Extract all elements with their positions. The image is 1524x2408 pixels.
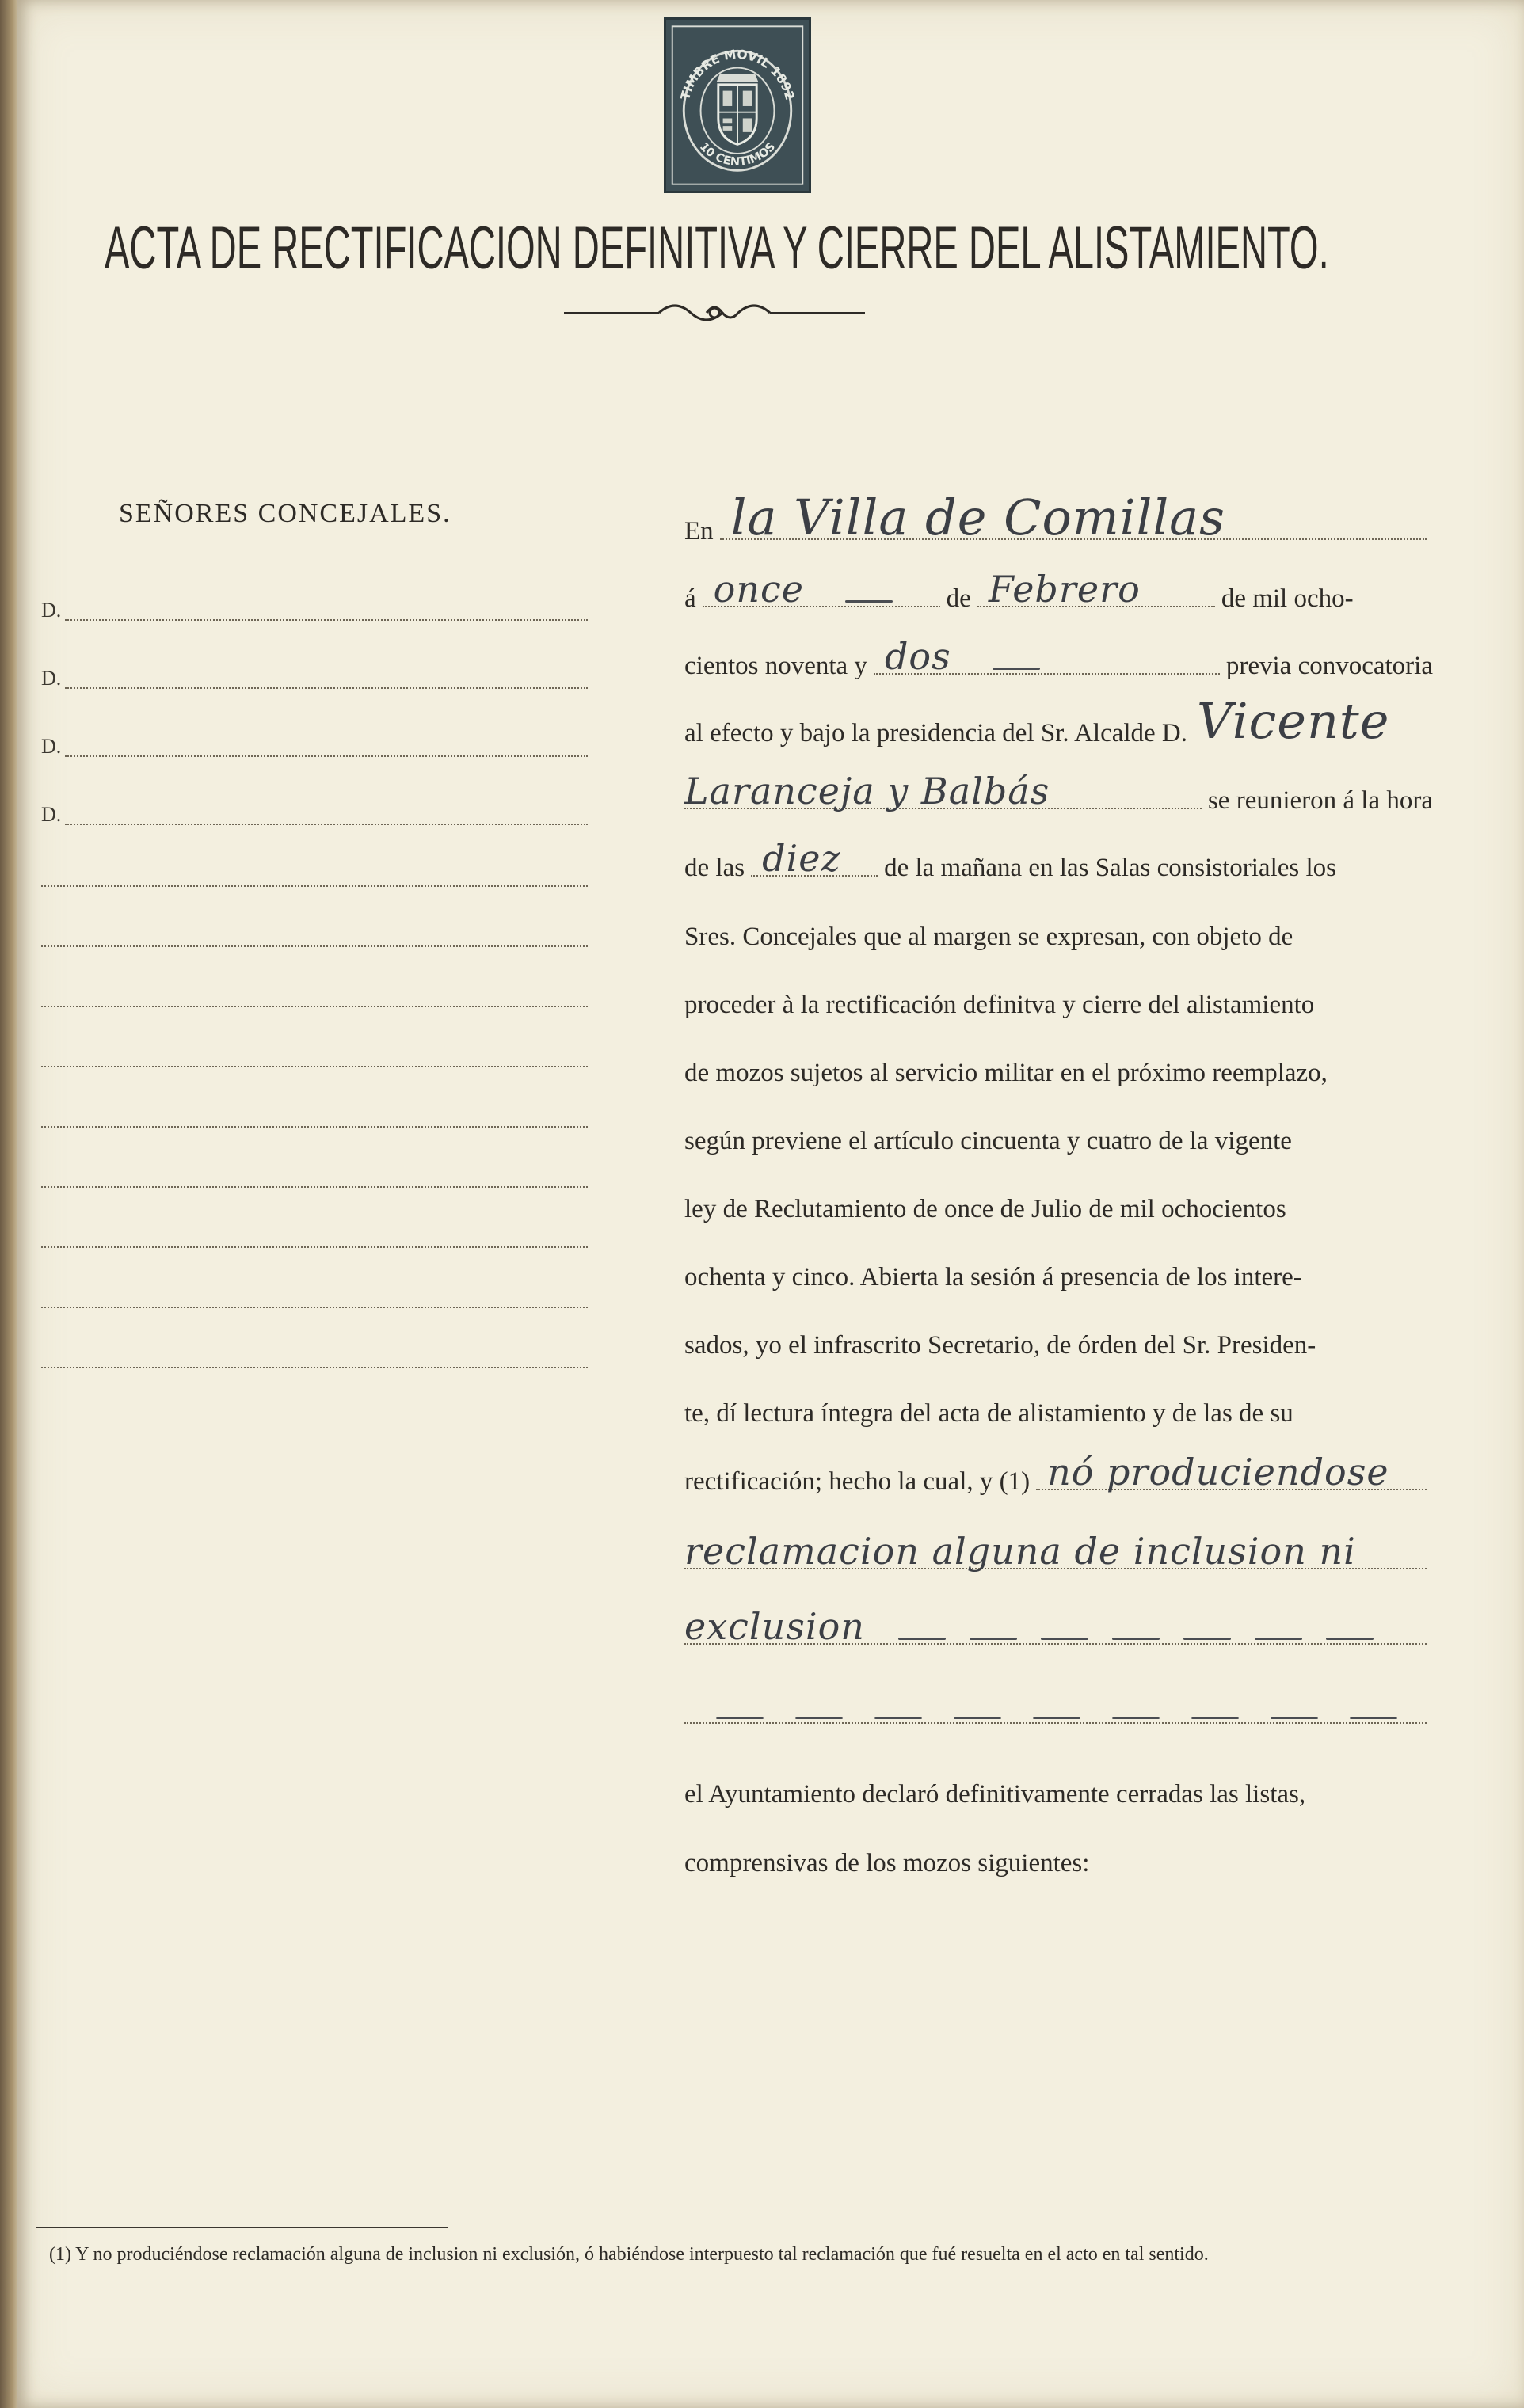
stamp-bottom-text: 10 CENTIMOS	[696, 140, 779, 169]
mayor-surname-field: Laranceja y Balbás	[684, 776, 1202, 809]
line-2: á once de Febrero de mil ocho-	[684, 568, 1354, 613]
member-line	[41, 1349, 588, 1373]
line-4: al efecto y bajo la presidencia del Sr. Alcalde D. Vicente	[684, 701, 1433, 748]
line-10: según previene el artículo cincuenta y cuatro de la vigente	[684, 1127, 1292, 1155]
footnote: (1) Y no produciéndose reclamación alguna de inclusion ni exclusión, ó habiéndose interpuesto tal reclamación que fué resuelta en el acto en tal sentido.	[49, 2244, 1209, 2265]
hour-field: diez	[751, 843, 878, 877]
member-line	[41, 1109, 588, 1132]
line-19: el Ayuntamiento declaró definitivamente cerradas las listas,	[684, 1780, 1306, 1809]
line-3: cientos noventa y dos previa convocatoria	[684, 635, 1433, 680]
line-11: ley de Reclutamiento de once de Julio de mil ochocientos	[684, 1195, 1286, 1223]
line-6: de las diez de la mañana en las Salas consistoriales los	[684, 837, 1336, 882]
member-line: D.	[41, 670, 588, 694]
member-line	[41, 1048, 588, 1072]
member-line	[41, 1289, 588, 1313]
month-field: Febrero	[977, 574, 1215, 607]
document-title: ACTA DE RECTIFICACION DEFINITIVA Y CIERRE DEL ALISTAMIENTO.	[105, 215, 1329, 282]
title-ornament	[564, 293, 865, 333]
document-page	[17, 0, 1524, 2408]
member-line: D.	[41, 806, 588, 830]
line-15: rectificación; hecho la cual, y (1) nó produciendose	[684, 1449, 1433, 1497]
member-line	[41, 1169, 588, 1193]
stamp-graphic	[666, 20, 809, 191]
line-7: Sres. Concejales que al margen se expresan, con objeto de	[684, 922, 1293, 951]
council-members-heading: SEÑORES CONCEJALES.	[119, 499, 451, 528]
member-line	[41, 928, 588, 952]
day-field: once	[703, 574, 940, 607]
outcome-field-4	[684, 1691, 1427, 1724]
line-17	[684, 1603, 1433, 1651]
stamp-top-text: TIMBRE MOVIL 1892	[677, 47, 798, 102]
outcome-field-2: reclamacion alguna de inclusion ni	[684, 1536, 1427, 1569]
line-8: proceder à la rectificación definitva y cierre del alistamiento	[684, 991, 1315, 1019]
member-line	[41, 988, 588, 1012]
outcome-field: nó produciendose	[1036, 1457, 1427, 1490]
revenue-stamp	[664, 17, 811, 193]
member-line	[41, 868, 588, 892]
year-field: dos	[874, 641, 1220, 675]
line-14: te, dí lectura íntegra del acta de alistamiento y de las de su	[684, 1399, 1293, 1428]
footnote-rule	[36, 2227, 448, 2228]
member-line: D.	[41, 602, 588, 626]
line-18	[684, 1683, 1433, 1730]
member-line: D.	[41, 738, 588, 762]
line-5: Laranceja y Balbás se reunieron á la hora	[684, 770, 1433, 815]
mayor-name-field: Vicente	[1197, 692, 1390, 750]
line-9: de mozos sujetos al servicio militar en el próximo reemplazo,	[684, 1059, 1328, 1087]
line-16	[684, 1528, 1433, 1576]
outcome-field-3: exclusion	[684, 1611, 1427, 1645]
line-1: En la Villa de Comillas	[684, 499, 1433, 546]
member-line	[41, 1229, 588, 1253]
place-field: la Villa de Comillas	[720, 507, 1427, 540]
line-12: ochenta y cinco. Abierta la sesión á presencia de los intere-	[684, 1263, 1302, 1291]
line-13: sados, yo el infrascrito Secretario, de órden del Sr. Presiden-	[684, 1331, 1316, 1360]
line-20: comprensivas de los mozos siguientes:	[684, 1849, 1090, 1877]
